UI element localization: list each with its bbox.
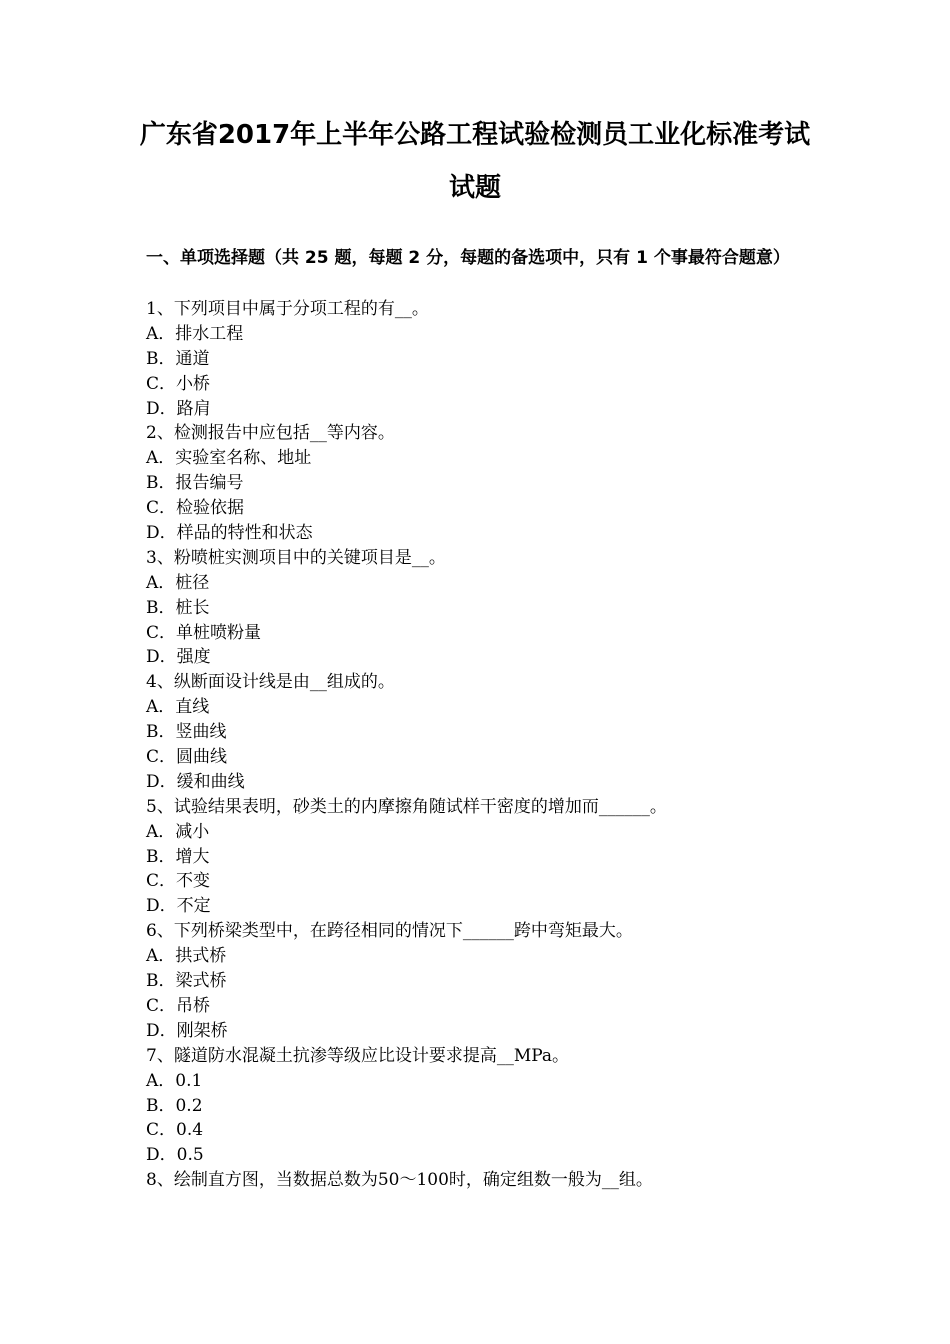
question-1: 1、下列项目中属于分项工程的有__。 bbox=[146, 299, 429, 319]
option-1d: D．路肩 bbox=[146, 398, 211, 419]
option-7d: D．0.5 bbox=[146, 1145, 204, 1166]
option-5a: A．减小 bbox=[146, 821, 210, 842]
question-8: 8、绘制直方图，当数据总数为50～100时，确定组数一般为__组。 bbox=[146, 1170, 653, 1191]
option-1a: A．排水工程 bbox=[146, 323, 244, 344]
section-heading: 一、单项选择题（共 25 题，每题 2 分，每题的备选项中，只有 1 个事最符合题意） bbox=[146, 248, 790, 268]
option-2c: C．检验依据 bbox=[146, 498, 245, 519]
question-5: 5、试验结果表明，砂类土的内摩擦角随试样干密度的增加而______。 bbox=[146, 796, 667, 817]
question-2: 2、检测报告中应包括__等内容。 bbox=[146, 423, 395, 444]
option-6d: D．刚架桥 bbox=[146, 1020, 228, 1041]
option-5d: D．不定 bbox=[146, 896, 211, 917]
option-3d: D．强度 bbox=[146, 647, 211, 668]
option-1c: C．小桥 bbox=[146, 373, 211, 394]
option-1b: B．通道 bbox=[146, 348, 210, 369]
option-6b: B．梁式桥 bbox=[146, 971, 227, 992]
question-7: 7、隧道防水混凝土抗渗等级应比设计要求提高__MPa。 bbox=[146, 1045, 570, 1066]
option-7c: C．0.4 bbox=[146, 1120, 204, 1141]
option-7b: B．0.2 bbox=[146, 1095, 203, 1116]
document-title-line2: 试题 bbox=[448, 173, 501, 203]
question-3: 3、粉喷桩实测项目中的关键项目是__。 bbox=[146, 547, 446, 568]
option-6c: C．吊桥 bbox=[146, 995, 211, 1016]
option-6a: A．拱式桥 bbox=[146, 946, 227, 967]
option-4d: D．缓和曲线 bbox=[146, 771, 245, 792]
option-5c: C．不变 bbox=[146, 871, 211, 892]
option-3c: C．单桩喷粉量 bbox=[146, 622, 262, 643]
question-4: 4、纵断面设计线是由__组成的。 bbox=[146, 672, 395, 693]
option-4b: B．竖曲线 bbox=[146, 722, 227, 743]
question-6: 6、下列桥梁类型中，在跨径相同的情况下______跨中弯矩最大。 bbox=[146, 921, 633, 942]
option-2d: D．样品的特性和状态 bbox=[146, 523, 313, 544]
option-4c: C．圆曲线 bbox=[146, 747, 228, 768]
question-list bbox=[146, 297, 826, 1193]
option-4a: A．直线 bbox=[146, 697, 210, 718]
option-2a: A．实验室名称、地址 bbox=[146, 448, 312, 469]
option-3b: B．桩长 bbox=[146, 597, 210, 618]
option-2b: B．报告编号 bbox=[146, 473, 244, 494]
option-7a: A．0.1 bbox=[146, 1070, 203, 1091]
option-5b: B．增大 bbox=[146, 846, 210, 867]
document-title-line1: 广东省2017年上半年公路工程试验检测员工业化标准考试 bbox=[139, 120, 811, 150]
option-3a: A．桩径 bbox=[146, 572, 210, 593]
